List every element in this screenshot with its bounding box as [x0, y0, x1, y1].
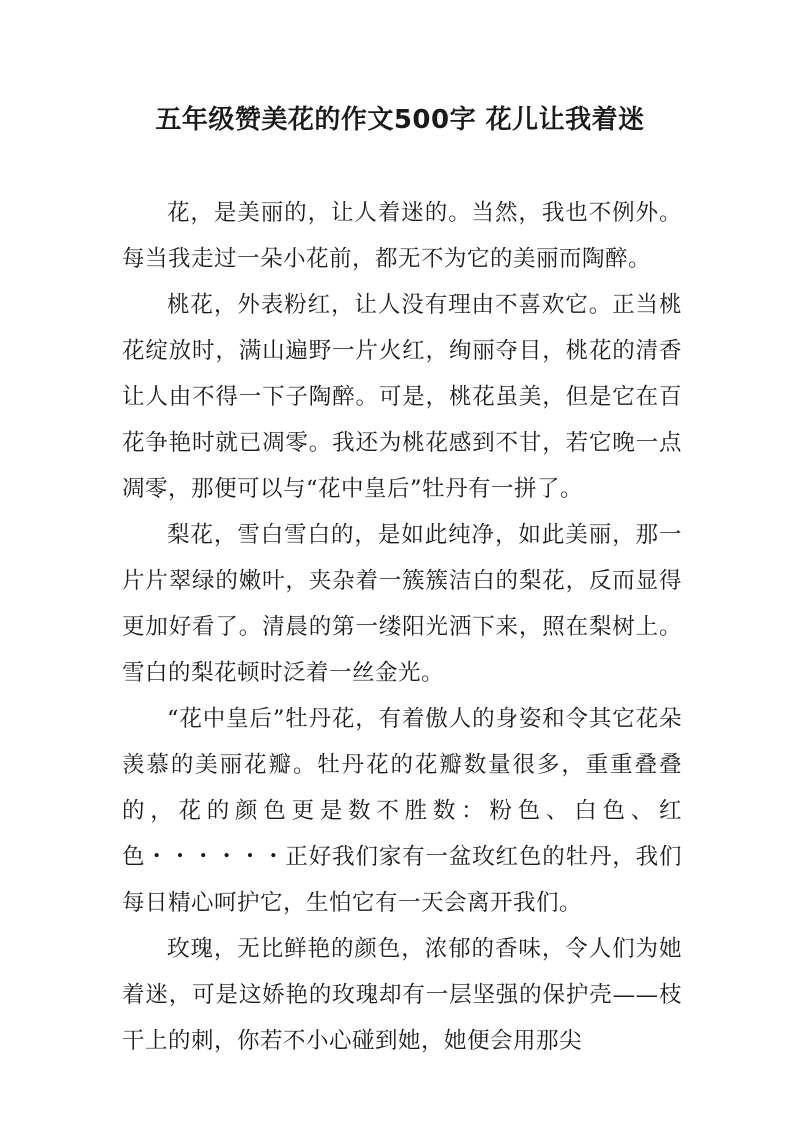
page-title: 五年级赞美花的作文500字 花儿让我着迷 — [155, 105, 645, 135]
paragraph-3: 梨花，雪白雪白的，是如此纯净，如此美丽，那一片片翠绿的嫩叶，夹杂着一簇簇洁白的梨花，反而显得更加好看了。清晨的第一缕阳光洒下来，照在梨树上。雪白的梨花顿时泛着一丝金光。 — [122, 522, 682, 686]
paragraph-4: “花中皇后”牡丹花，有着傲人的身姿和令其它花朵羡慕的美丽花瓣。牡丹花的花瓣数量很多，重重叠叠的，花的颜色更是数不胜数：粉色、白色、红色・・・・・・正好我们家有一盆玫红色的牡丹，我们每日精心呵护它，生怕它有一天会离开我们。 — [122, 706, 682, 916]
paragraph-5: 玫瑰，无比鲜艳的颜色，浓郁的香味，令人们为她着迷，可是这娇艳的玫瑰却有一层坚强的保护壳——枝干上的刺，你若不小心碰到她，她便会用那尖 — [122, 936, 682, 1054]
paragraph-1: 花，是美丽的，让人着迷的。当然，我也不例外。每当我走过一朵小花前，都无不为它的美丽而陶醉。 — [122, 200, 682, 272]
essay-body — [122, 190, 682, 1064]
paragraph-2: 桃花，外表粉红，让人没有理由不喜欢它。正当桃花绽放时，满山遍野一片火红，绚丽夺目，桃花的清香让人由不得一下子陶醉。可是，桃花虽美，但是它在百花争艳时就已凋零。我还为桃花感到不甘，若它晚一点凋零，那便可以与“花中皇后”牡丹有一拼了。 — [122, 292, 682, 502]
